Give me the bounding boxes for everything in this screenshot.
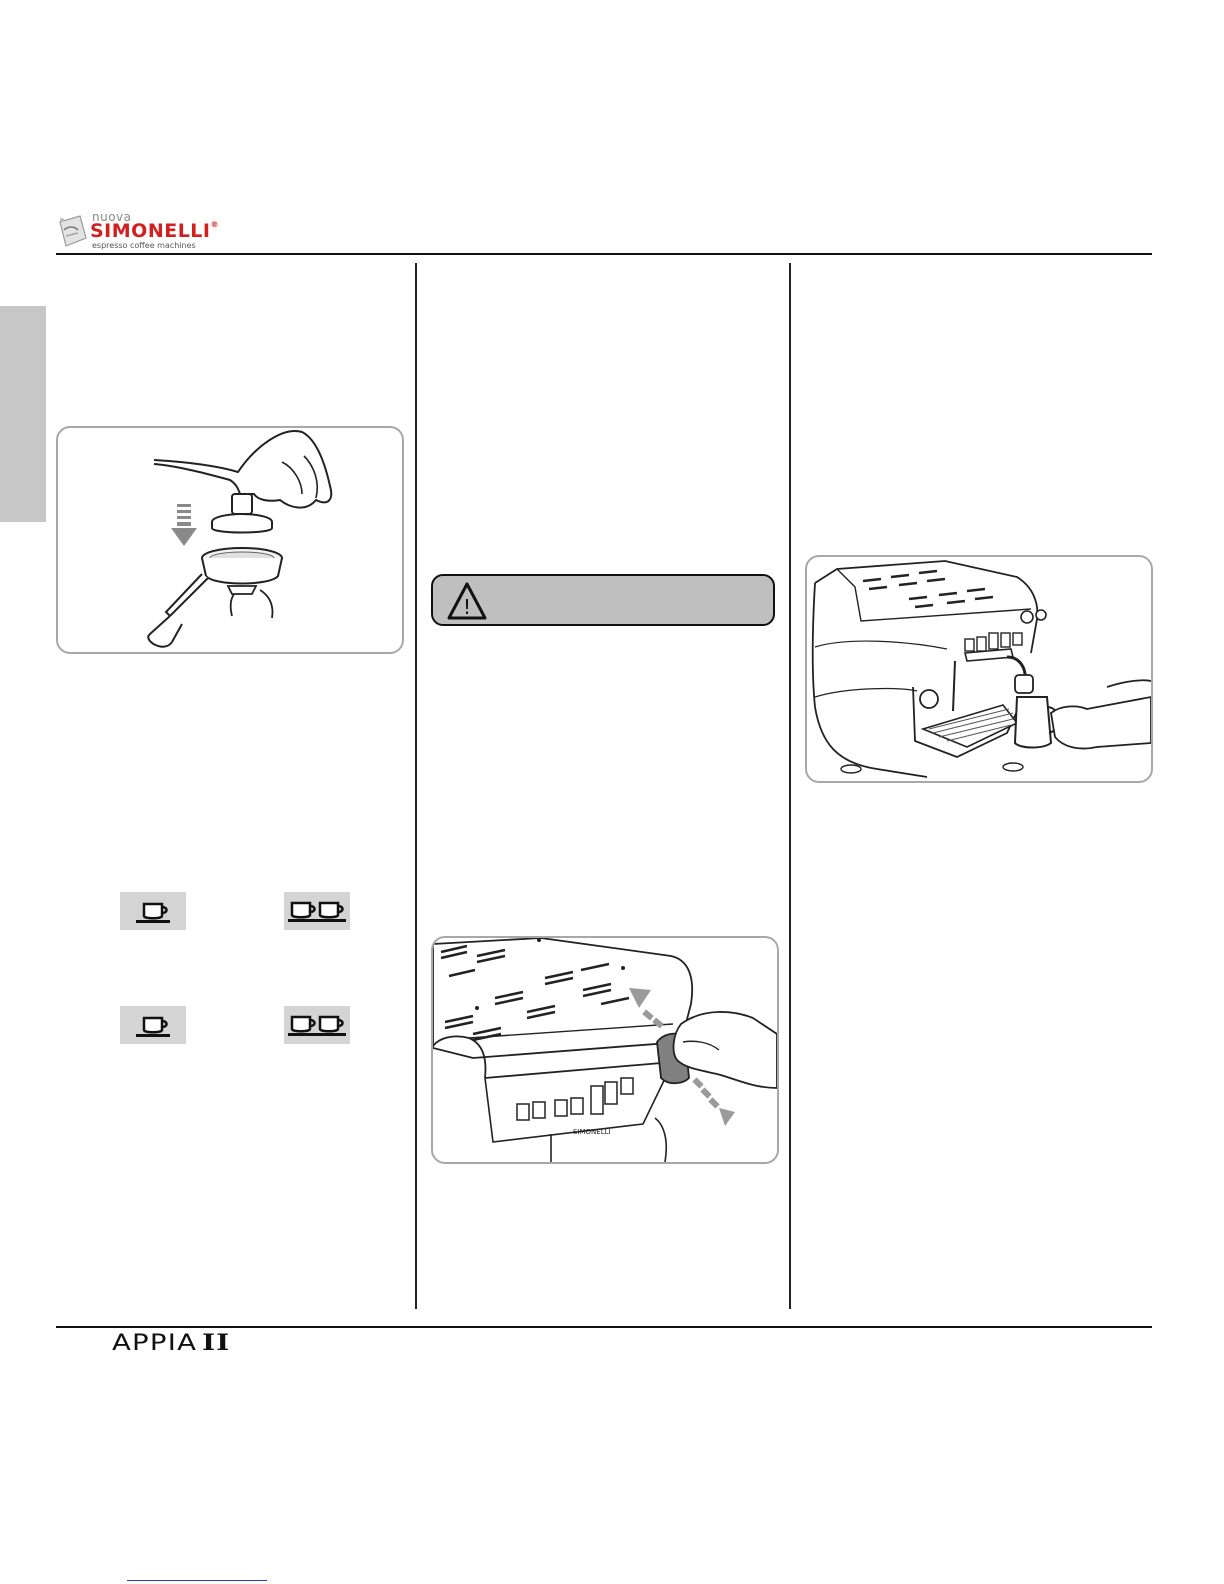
single-cup-icon [120, 892, 186, 930]
tamper-portafilter-illustration [58, 428, 402, 652]
logo-brand-name: SIMONELLI® [90, 220, 219, 242]
side-tab [0, 306, 46, 522]
footer-rule [56, 1326, 1152, 1328]
logo-tagline: espresso coffee machines [92, 241, 196, 250]
figure-steaming [805, 555, 1153, 783]
svg-text:!: ! [462, 595, 472, 619]
column-divider [789, 263, 791, 1309]
logo-cup-icon [56, 212, 90, 252]
bottom-link-underline[interactable] [127, 1580, 267, 1581]
double-cup-button [284, 892, 350, 930]
single-cup-button [120, 892, 186, 930]
double-cup-button [284, 1006, 350, 1044]
model-wordmark: APPIA II [112, 1330, 231, 1356]
figure-tamping [56, 426, 404, 654]
column-divider [415, 263, 417, 1309]
machine-cleaning-illustration [433, 938, 777, 1162]
header-rule [56, 253, 1152, 255]
brand-logo [56, 208, 236, 254]
warning-triangle-icon [443, 578, 491, 624]
svg-text:SIMONELLI: SIMONELLI [573, 1128, 611, 1136]
single-cup-button [120, 1006, 186, 1044]
milk-steaming-illustration [807, 557, 1151, 781]
logo-small-word: nuova [92, 210, 132, 224]
single-cup-icon [120, 1006, 186, 1044]
warning-box [431, 574, 775, 626]
figure-cleaning [431, 936, 779, 1164]
double-cup-icon [284, 1006, 350, 1044]
double-cup-icon [284, 892, 350, 930]
